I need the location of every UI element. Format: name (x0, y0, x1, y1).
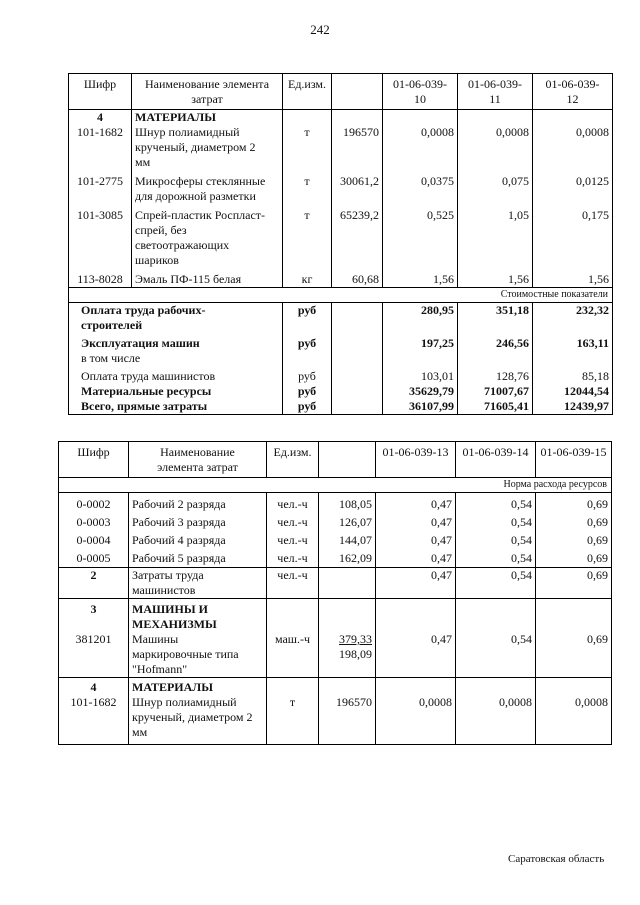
resource-table-1 (68, 73, 613, 415)
table-row: 113-8028 Эмаль ПФ-115 белая кг 60,68 1,56 1,56 1,56 (69, 268, 613, 288)
material-code: 101-1682 (77, 125, 123, 139)
cost-row: Оплата труда рабочих- строителей руб 280,95 351,18 232,32 (69, 303, 613, 334)
section-title: МАТЕРИАЛЫ (135, 110, 216, 124)
band-row (69, 288, 613, 303)
header-name: Наименование элемента затрат (129, 442, 267, 478)
table-header-row (59, 442, 612, 478)
table-row: 4 101-1682 МАТЕРИАЛЫ Шнур полиамидный крученый, диаметром 2 мм т 196570 0,0008 0,0008 0,0008 (69, 110, 613, 171)
table-row: 3 381201 МАШИНЫ И МЕХАНИЗМЫ Машины маркировочные типа "Hofmann" маш.-ч 379,33 198,09 0,47 0,54 0,69 (59, 599, 612, 678)
header-col-15: 01-06-039-15 (536, 442, 612, 478)
header-unit: Ед.изм. (267, 442, 319, 478)
header-code: Шифр (59, 442, 129, 478)
norm-band-label: Норма расхода ресурсов (59, 478, 612, 493)
cost-band-label: Стоимостные показатели (69, 288, 613, 303)
table-header-row (69, 74, 613, 110)
table-row: 101-3085 Спрей-пластик Роспласт- спрей, без светоотражающих шариков т 65239,2 0,525 1,05 0,175 (69, 204, 613, 268)
header-col-12: 01-06-039- 12 (533, 74, 613, 110)
band-row (59, 478, 612, 493)
cost-row: Материальные ресурсы руб 35629,79 71007,67 12044,54 (69, 384, 613, 399)
table-row: 0-0002 0-0003 0-0004 0-0005 Рабочий 2 разряда Рабочий 3 разряда Рабочий 4 разряда Рабочий 5 разряда чел.-ч чел.-ч чел.-ч чел.-ч 108,05 126,07 144,07 162,09 0,47 0,47 0,47 0,47 0,54 0,54 0,54 0,54 0,69 0,69 0,69 0,69 (59, 493, 612, 568)
header-name: Наименование элемента затрат (132, 74, 283, 110)
cost-row: Оплата труда машинистов руб 103,01 128,76 85,18 (69, 366, 613, 384)
header-col-14: 01-06-039-14 (456, 442, 536, 478)
header-code: Шифр (69, 74, 132, 110)
table-row: 4 101-1682 МАТЕРИАЛЫ Шнур полиамидный крученый, диаметром 2 мм т 196570 0,0008 0,0008 0,0008 (59, 678, 612, 745)
resource-table-2 (58, 441, 612, 745)
header-price (332, 74, 383, 110)
cost-row: Эксплуатация машин в том числе руб 197,25 246,56 163,11 (69, 333, 613, 366)
header-price (319, 442, 376, 478)
header-col-13: 01-06-039-13 (376, 442, 456, 478)
header-unit: Ед.изм. (283, 74, 332, 110)
table-row: 2 Затраты труда машинистов чел.-ч 0,47 0,54 0,69 (59, 568, 612, 599)
section-code: 4 (97, 110, 103, 124)
page-number: 242 (310, 22, 330, 37)
header-col-11: 01-06-039- 11 (458, 74, 533, 110)
cost-row: Всего, прямые затраты руб 36107,99 71605,41 12439,97 (69, 399, 613, 415)
footer-region: Саратовская область (508, 853, 605, 865)
table-row: 101-2775 Микросферы стеклянные для дорожной разметки т 30061,2 0,0375 0,075 0,0125 (69, 170, 613, 204)
header-col-10: 01-06-039- 10 (383, 74, 458, 110)
